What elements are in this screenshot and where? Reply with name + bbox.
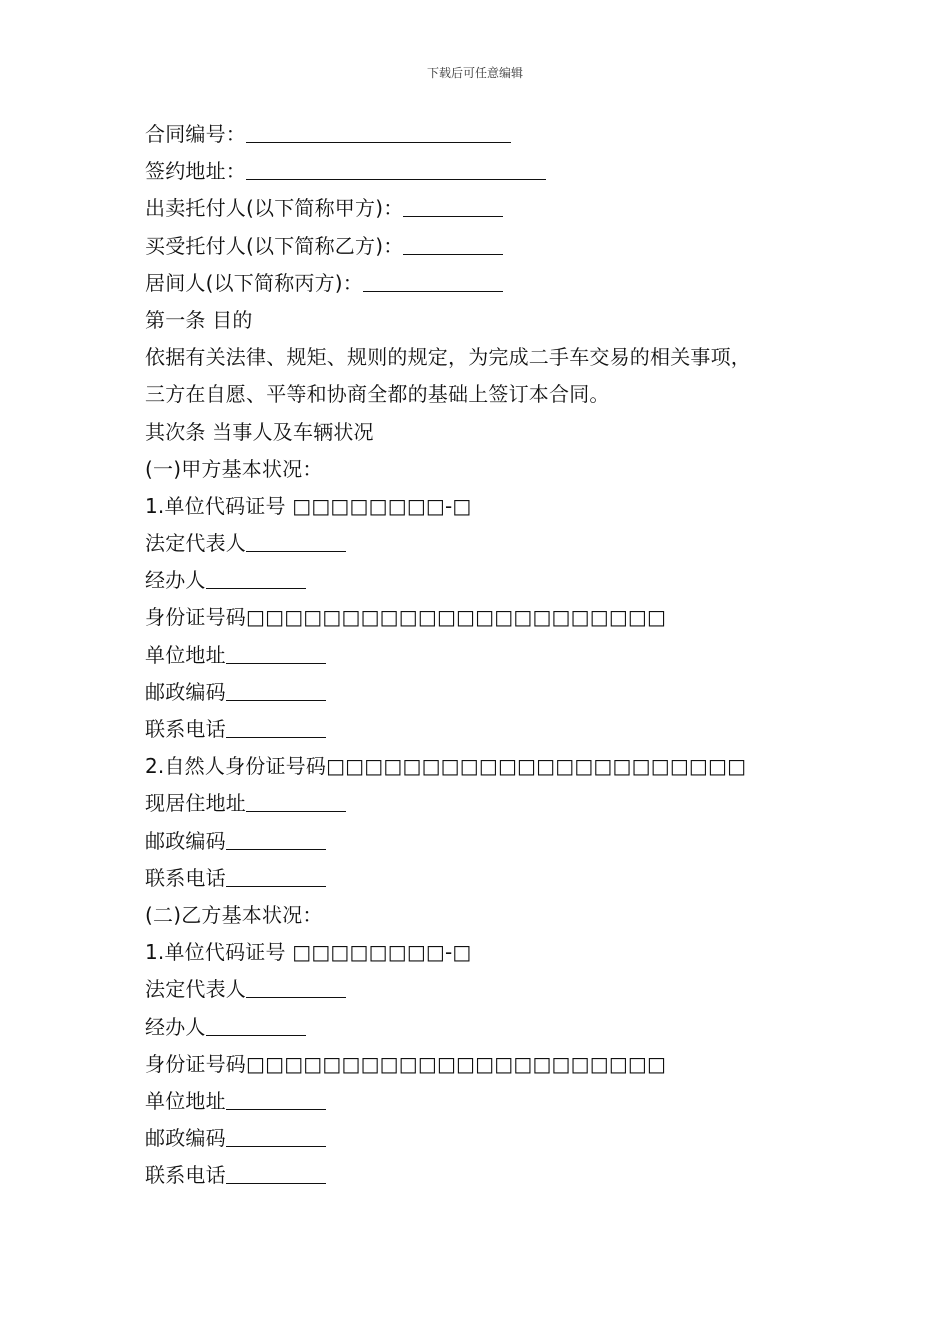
document-line — [145, 1120, 845, 1157]
line-text: 1.单位代码证号 □□□□□□□□-□ — [145, 493, 472, 518]
line-text: 单位地址 — [145, 1088, 226, 1113]
document-line — [145, 785, 845, 822]
fill-in-blank[interactable] — [206, 564, 306, 589]
fill-in-blank[interactable] — [206, 1011, 306, 1036]
document-line — [145, 451, 845, 488]
document-line — [145, 562, 845, 599]
document-line — [145, 823, 845, 860]
fill-in-blank[interactable] — [226, 713, 326, 738]
line-text: 联系电话 — [145, 1163, 226, 1188]
line-text: 其次条 当事人及车辆状况 — [145, 419, 374, 444]
document-line — [145, 1083, 845, 1120]
line-text: 出卖托付人(以下简称甲方)： — [145, 196, 404, 221]
line-text: 法定代表人 — [145, 531, 246, 556]
line-text: 第一条 目的 — [145, 307, 253, 332]
line-text: 身份证号码□□□□□□□□□□□□□□□□□□□□□□ — [145, 1051, 667, 1076]
fill-in-blank[interactable] — [246, 155, 546, 180]
fill-in-blank[interactable] — [246, 973, 346, 998]
document-line — [145, 1157, 845, 1194]
document-line — [145, 599, 845, 636]
document-line — [145, 897, 845, 934]
document-line — [145, 190, 845, 227]
fill-in-blank[interactable] — [403, 230, 503, 255]
line-text: 合同编号： — [145, 122, 246, 146]
line-text: 单位地址 — [145, 642, 226, 667]
document-line — [145, 525, 845, 562]
line-text: (一)甲方基本状况： — [145, 456, 323, 481]
line-text: 经办人 — [145, 1014, 206, 1039]
line-text: 经办人 — [145, 568, 206, 593]
document-line — [145, 265, 845, 302]
fill-in-blank[interactable] — [226, 1122, 326, 1147]
line-text: 邮政编码 — [145, 679, 226, 704]
fill-in-blank[interactable] — [246, 787, 346, 812]
fill-in-blank[interactable] — [226, 862, 326, 887]
line-text: 邮政编码 — [145, 828, 226, 853]
line-text: 邮政编码 — [145, 1126, 226, 1151]
fill-in-blank[interactable] — [363, 267, 503, 292]
fill-in-blank[interactable] — [226, 676, 326, 701]
line-text: 联系电话 — [145, 865, 226, 890]
line-text: 依据有关法律、规矩、规则的规定，为完成二手车交易的相关事项， — [145, 345, 751, 370]
fill-in-blank[interactable] — [403, 192, 503, 217]
line-text: (二)乙方基本状况： — [145, 902, 323, 927]
document-line — [145, 339, 845, 376]
document-line — [145, 711, 845, 748]
fill-in-blank[interactable] — [226, 825, 326, 850]
document-line — [145, 488, 845, 525]
document-line — [145, 414, 845, 451]
fill-in-blank[interactable] — [226, 639, 326, 664]
document-line — [145, 302, 845, 339]
document-line — [145, 934, 845, 971]
document-line — [145, 1009, 845, 1046]
document-line — [145, 748, 845, 785]
line-text: 身份证号码□□□□□□□□□□□□□□□□□□□□□□ — [145, 605, 667, 630]
document-line — [145, 153, 845, 190]
document-line — [145, 860, 845, 897]
line-text: 现居住地址 — [145, 791, 246, 816]
document-line — [145, 971, 845, 1008]
fill-in-blank[interactable] — [246, 527, 346, 552]
line-text: 2.自然人身份证号码□□□□□□□□□□□□□□□□□□□□□□ — [145, 754, 747, 779]
document-line — [145, 228, 845, 265]
page-header: 下载后可任意编辑 — [426, 66, 523, 80]
line-text: 1.单位代码证号 □□□□□□□□-□ — [145, 940, 472, 965]
contract-body — [145, 116, 845, 1194]
document-line — [145, 376, 845, 413]
document-line — [145, 116, 845, 153]
fill-in-blank[interactable] — [226, 1085, 326, 1110]
fill-in-blank[interactable] — [246, 118, 511, 143]
line-text: 联系电话 — [145, 717, 226, 741]
line-text: 居间人(以下简称丙方)： — [145, 270, 364, 295]
document-line — [145, 637, 845, 674]
line-text: 买受托付人(以下简称乙方)： — [145, 233, 404, 258]
document-line — [145, 674, 845, 711]
document-line — [145, 1046, 845, 1083]
line-text: 法定代表人 — [145, 977, 246, 1002]
line-text: 签约地址： — [145, 159, 246, 184]
fill-in-blank[interactable] — [226, 1159, 326, 1184]
line-text: 三方在自愿、平等和协商全都的基础上签订本合同。 — [145, 382, 610, 407]
